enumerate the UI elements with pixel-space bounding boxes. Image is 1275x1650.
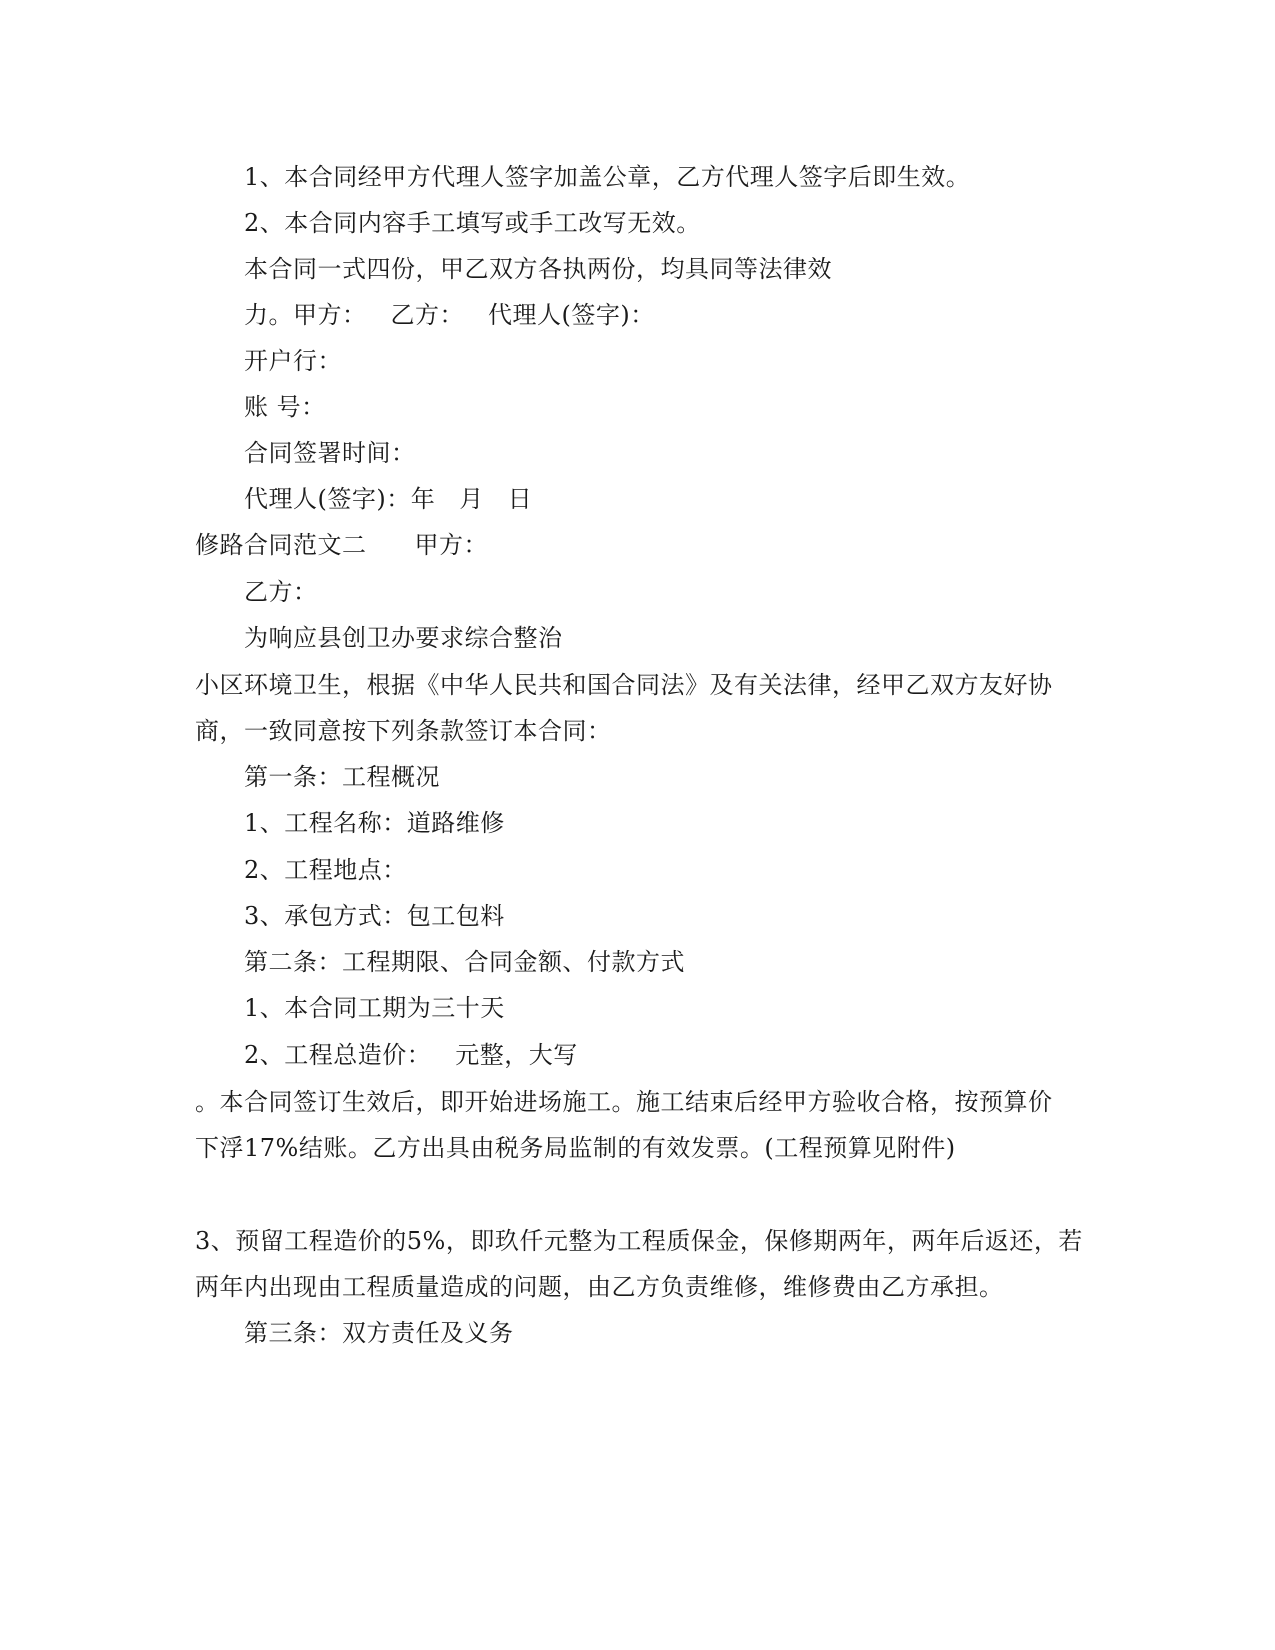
clause-copies: 本合同一式四份，甲乙双方各执两份，均具同等法律效 [244, 255, 832, 283]
project-location: 2、工程地点： [244, 856, 407, 884]
payment-clause-line-2: 下浮17%结账。乙方出具由税务局监制的有效发票。(工程预算见附件) [195, 1134, 956, 1162]
clause-effective: 1、本合同经甲方代理人签字加盖公章，乙方代理人签字后即生效。 [244, 163, 971, 191]
month-label: 月 [459, 485, 484, 513]
party-a-label: 甲方： [414, 531, 488, 559]
warranty-clause-line-1: 3、预留工程造价的5%，即玖仟元整为工程质保金，保修期两年，两年后返还，若 [195, 1227, 1083, 1255]
contract-method: 3、承包方式：包工包料 [244, 902, 505, 930]
preamble-line-2: 小区环境卫生，根据《中华人民共和国合同法》及有关法律，经甲乙双方友好协 [195, 671, 1053, 699]
duration-clause: 1、本合同工期为三十天 [244, 994, 505, 1022]
article-1-heading: 第一条：工程概况 [244, 763, 440, 791]
party-a-label: 力。甲方： [244, 301, 367, 329]
article-2-heading: 第二条：工程期限、合同金额、付款方式 [244, 948, 685, 976]
agent-signature-label: 代理人(签字)： [244, 485, 411, 513]
contract-title-line [195, 530, 488, 560]
account-label: 账 号： [244, 393, 326, 421]
warranty-clause-line-2: 两年内出现由工程质量造成的问题，由乙方负责维修，维修费由乙方承担。 [195, 1273, 1004, 1301]
signature-line [244, 300, 655, 330]
total-price-unit: 元整，大写 [455, 1041, 578, 1069]
preamble-line-1: 为响应县创卫办要求综合整治 [244, 624, 563, 652]
article-3-heading: 第三条：双方责任及义务 [244, 1319, 514, 1347]
agent-date-line [244, 484, 532, 514]
total-price-label: 2、工程总造价： [244, 1041, 432, 1069]
party-b-label: 乙方： [390, 301, 464, 329]
total-price-line [244, 1040, 578, 1070]
day-label: 日 [507, 485, 533, 513]
project-name: 1、工程名称：道路维修 [244, 809, 505, 837]
party-b-label: 乙方： [244, 578, 318, 606]
bank-label: 开户行： [244, 347, 342, 375]
agent-signature-label: 代理人(签字)： [488, 301, 655, 329]
year-label: 年 [410, 485, 436, 513]
signing-time-label: 合同签署时间： [244, 439, 416, 467]
clause-handwritten-invalid: 2、本合同内容手工填写或手工改写无效。 [244, 209, 701, 237]
payment-clause-line-1: 。本合同签订生效后，即开始进场施工。施工结束后经甲方验收合格，按预算价 [195, 1088, 1053, 1116]
contract-title: 修路合同范文二 [195, 531, 367, 559]
preamble-line-3: 商，一致同意按下列条款签订本合同： [195, 717, 612, 745]
